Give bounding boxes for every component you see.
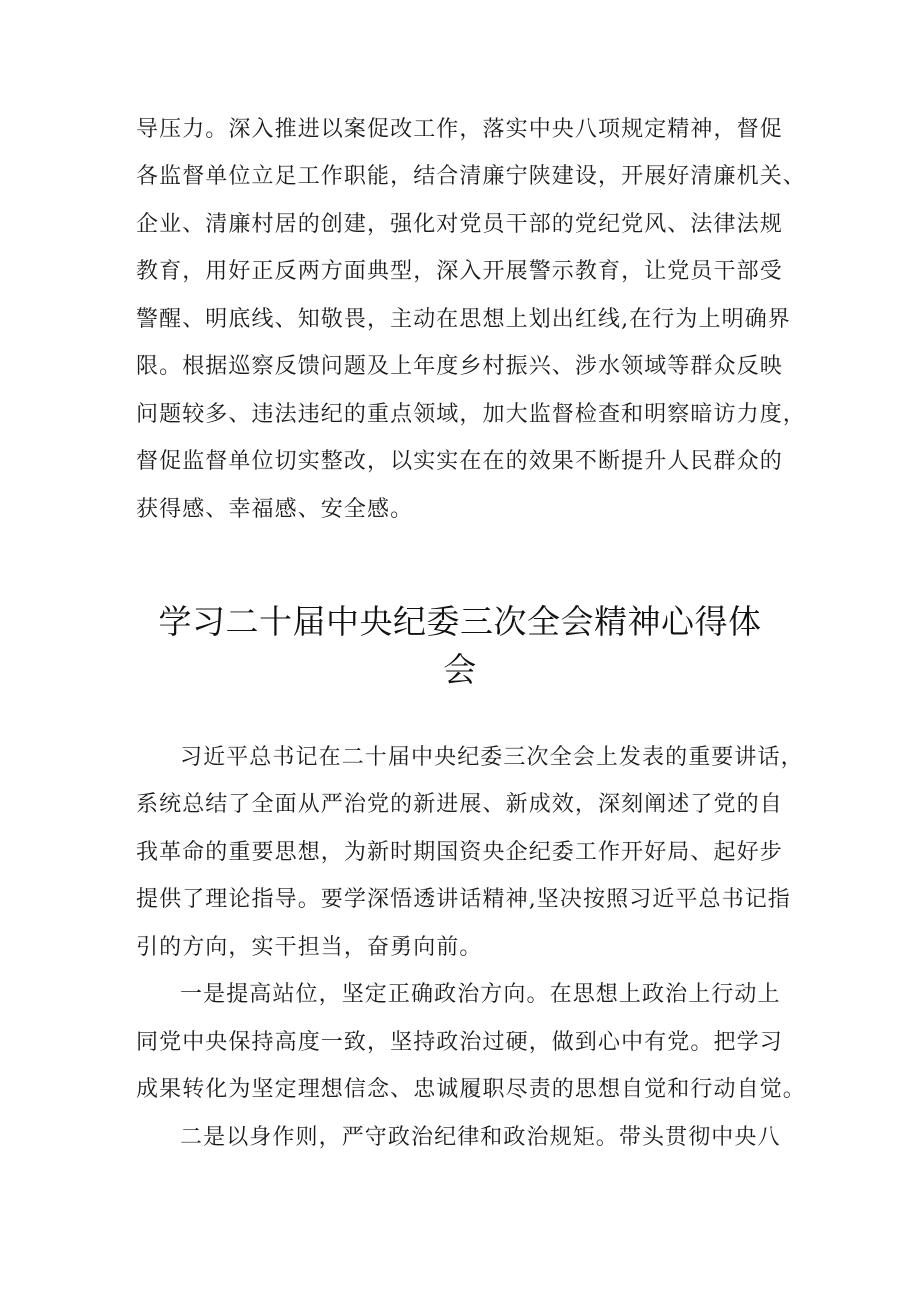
paragraph-1-line-4: 教育，用好正反两方面典型，深入开展警示教育，让党员干部受 [136,259,783,284]
paragraph-2-line-5: 引的方向，实干担当，奋勇向前。 [136,935,483,960]
paragraph-2-line-1: 习近平总书记在二十届中央纪委三次全会上发表的重要讲话， [180,745,804,770]
paragraph-1-line-5: 警醒、明底线、知敬畏，主动在思想上划出红线,在行为上明确界 [136,307,791,332]
paragraph-3-line-3: 成果转化为坚定理想信念、忠诚履职尽责的思想自觉和行动自觉。 [136,1077,806,1102]
paragraph-1-line-7: 问题较多、违法违纪的重点领域，加大监督检查和明察暗访力度， [136,402,806,427]
article-title-line-2: 会 [443,650,477,689]
paragraph-2-line-4: 提供了理论指导。要学深悟透讲话精神,坚决按照习近平总书记指 [136,887,791,912]
paragraph-2-line-2: 系统总结了全面从严治党的新进展、新成效，深刻阐述了党的自 [136,792,783,817]
article-title-line-1: 学习二十届中央纪委三次全会精神心得体 [158,602,762,641]
paragraph-3-line-1: 一是提高站位，坚定正确政治方向。在思想上政治上行动上 [180,982,781,1007]
paragraph-1-line-6: 限。根据巡察反馈问题及上年度乡村振兴、涉水领域等群众反映 [136,354,783,379]
paragraph-1-line-9: 获得感、幸福感、安全感。 [136,497,414,522]
paragraph-1-line-1: 导压力。深入推进以案促改工作，落实中央八项规定精神，督促 [136,117,783,142]
paragraph-3-line-2: 同党中央保持高度一致，坚持政治过硬，做到心中有党。把学习 [136,1030,783,1055]
paragraph-1-line-2: 各监督单位立足工作职能，结合清廉宁陕建设，开展好清廉机关、 [136,164,806,189]
paragraph-2-line-3: 我革命的重要思想，为新时期国资央企纪委工作开好局、起好步 [136,840,783,865]
paragraph-1-line-3: 企业、清廉村居的创建，强化对党员干部的党纪党风、法律法规 [136,212,783,237]
paragraph-1-line-8: 督促监督单位切实整改，以实实在在的效果不断提升人民群众的 [136,449,783,474]
paragraph-4-line-1: 二是以身作则，严守政治纪律和政治规矩。带头贯彻中央八 [180,1125,781,1150]
